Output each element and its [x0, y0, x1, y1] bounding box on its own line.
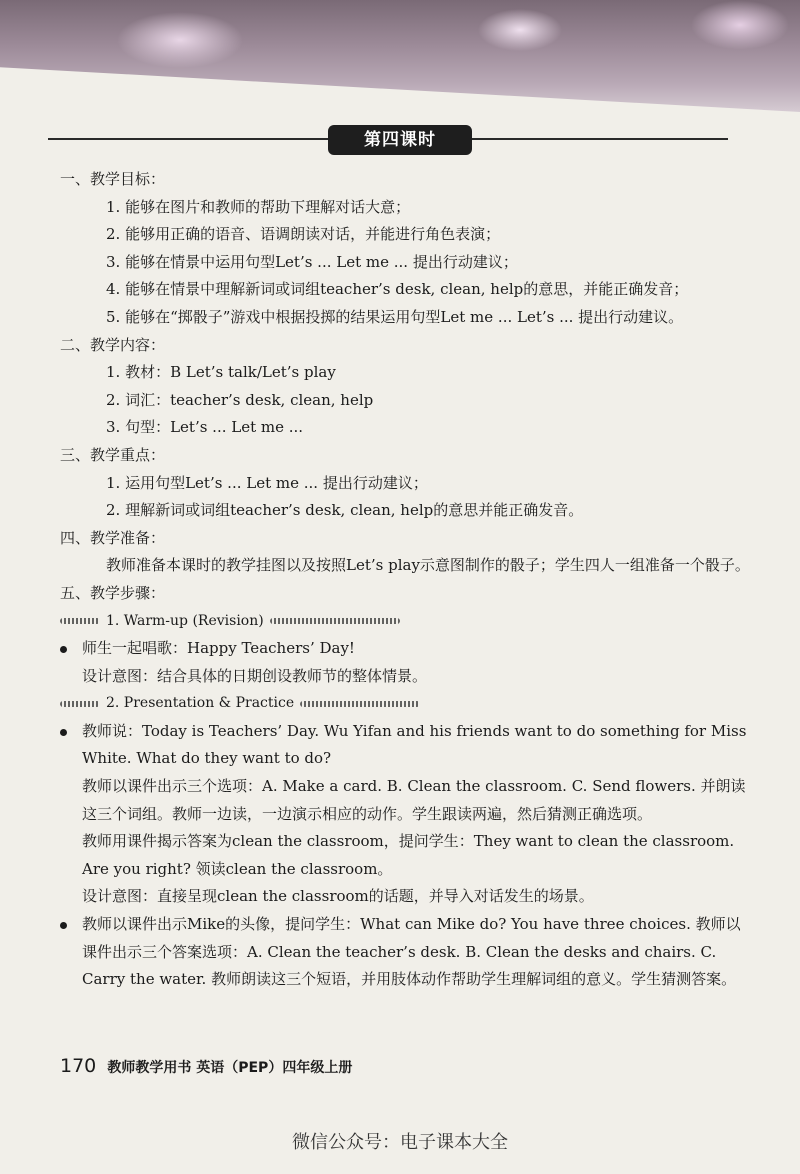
wave-ornament — [60, 701, 100, 707]
key-points-heading: 三、教学重点： — [60, 445, 166, 464]
objective-item: 4. 能够在情景中理解新词或词组teacher’s desk, clean, help的意思，并能正确发音； — [106, 280, 689, 299]
objective-item: 3. 能够在情景中运用句型Let’s ... Let me ... 提出行动建议； — [106, 252, 518, 271]
page-number: 170 — [60, 1055, 97, 1077]
design-intent: 设计意图：结合具体的日期创设教师节的整体情景。 — [82, 666, 428, 685]
bullet-icon — [60, 729, 67, 736]
bullet-text: 师生一起唱歌：Happy Teachers’ Day! — [82, 639, 355, 658]
content-item: 2. 词汇：teacher’s desk, clean, help — [106, 390, 374, 409]
objective-item: 5. 能够在“掷骰子”游戏中根据投掷的结果运用句型Let me ... Let’s ... 提出行动建议。 — [106, 307, 684, 326]
bullet-item — [60, 911, 750, 994]
steps-heading: 五、教学步骤： — [60, 583, 166, 602]
bullet-item — [60, 718, 750, 773]
lesson-title: 第四课时 — [328, 125, 472, 155]
watermark-text: 微信公众号：电子课本大全 — [292, 1132, 508, 1153]
book-title: 教师教学用书 英语（PEP）四年级上册 — [107, 1060, 353, 1076]
preparation-heading: 四、教学准备： — [60, 528, 166, 547]
content-heading: 二、教学内容： — [60, 335, 166, 354]
content-item: 1. 教材：B Let’s talk/Let’s play — [106, 363, 336, 382]
step-title: 1. Warm-up (Revision) — [106, 612, 264, 629]
key-point-item: 1. 运用句型Let’s ... Let me ... 提出行动建议； — [106, 473, 428, 492]
bullet-text: 教师说：Today is Teachers’ Day. Wu Yifan and his friends want to do something for Miss White. What do they want to do? — [82, 721, 747, 768]
paragraph: 教师用课件揭示答案为clean the classroom，提问学生：They want to clean the classroom. Are you right? 领读clean the classroom。 — [82, 832, 735, 878]
content-item: 3. 句型：Let’s ... Let me ... — [106, 418, 304, 437]
page-footer — [60, 1055, 352, 1077]
bullet-icon — [60, 646, 67, 653]
wave-ornament — [60, 618, 100, 624]
objectives-heading: 一、教学目标： — [60, 170, 166, 188]
wave-ornament — [300, 701, 420, 707]
wave-ornament — [270, 618, 400, 624]
design-intent: 设计意图：直接呈现clean the classroom的话题，并导入对话发生的场景。 — [82, 887, 594, 906]
step-title: 2. Presentation & Practice — [106, 695, 295, 712]
objective-item: 2. 能够用正确的语音、语调朗读对话，并能进行角色表演； — [106, 225, 501, 244]
key-point-item: 2. 理解新词或词组teacher’s desk, clean, help的意思并能正确发音。 — [106, 501, 584, 520]
step-header — [60, 608, 750, 636]
step-header — [60, 690, 750, 718]
bullet-item — [60, 635, 750, 663]
objective-item: 1. 能够在图片和教师的帮助下理解对话大意； — [106, 197, 411, 216]
bullet-icon — [60, 922, 67, 929]
lesson-content — [60, 166, 750, 994]
bullet-text: 教师以课件出示Mike的头像，提问学生：What can Mike do? You have three choices. 教师以课件出示三个答案选项：A. Clean the teacher’s desk. B. Clean the desks and chairs. C. Carry the water. 教师朗读这三个短语，并用肢体动作帮助学生理解词组的意义。学生猜测答案。 — [82, 915, 741, 989]
preparation-text: 教师准备本课时的教学挂图以及按照Let’s play示意图制作的骰子；学生四人一组准备一个骰子。 — [106, 556, 750, 575]
paragraph: 教师以课件出示三个选项：A. Make a card. B. Clean the classroom. C. Send flowers. 并朗读这三个词组。教师一边读，一边演示相应的动作。学生跟读两遍，然后猜测正确选项。 — [82, 777, 746, 823]
